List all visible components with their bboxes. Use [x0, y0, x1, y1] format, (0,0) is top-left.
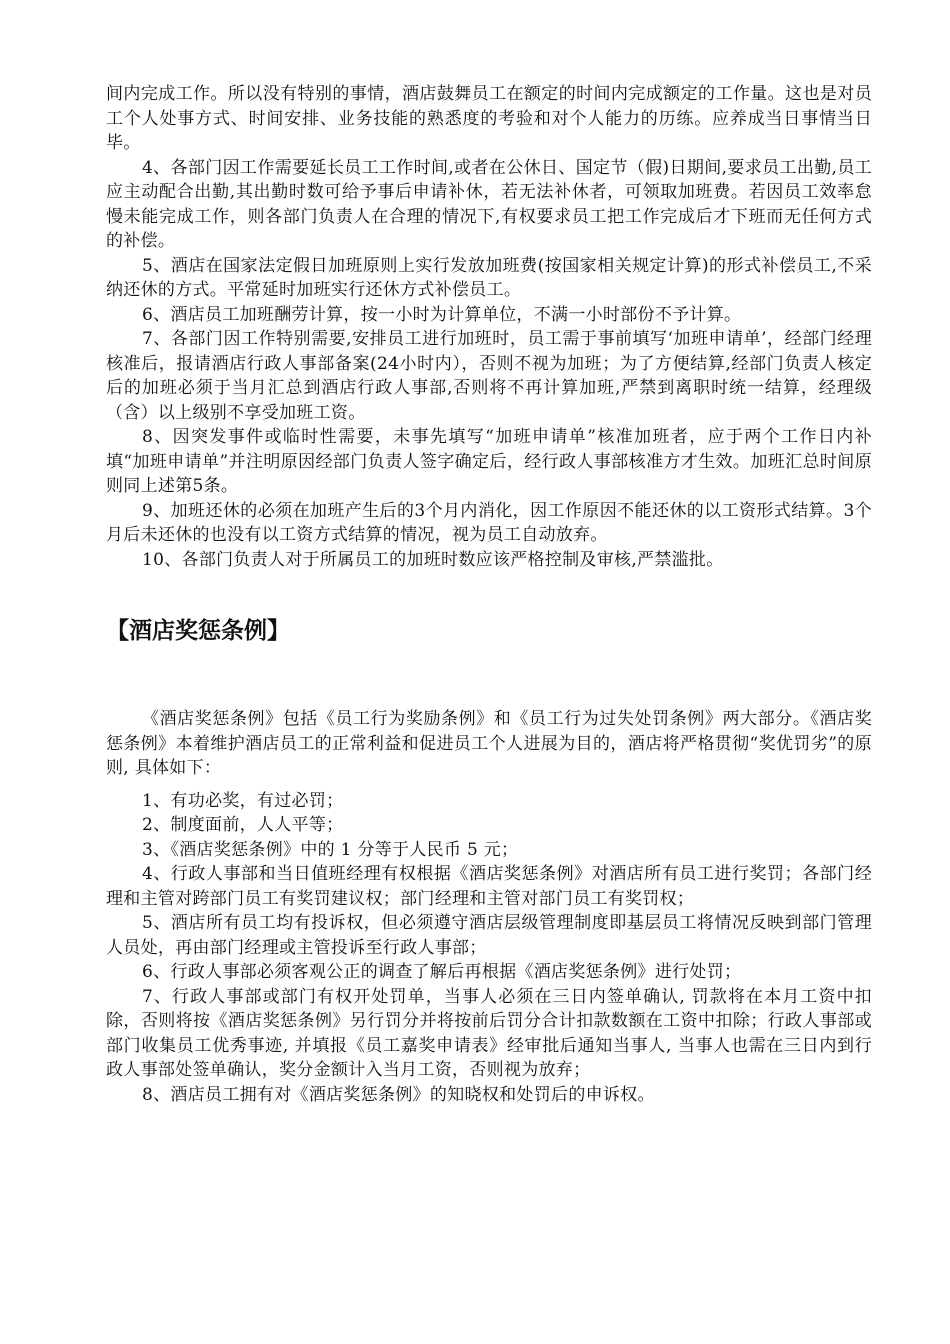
rewards-item: 6、行政人事部必须客观公正的调查了解后再根据《酒店奖惩条例》进行处罚； [142, 962, 742, 982]
overtime-lead-paragraph: 间内完成工作。所以没有特别的事情，酒店鼓舞员工在额定的时间内完成额定的工作量。这也是对员工个人处事方式、时间安排、业务技能的熟悉度的考验和对个人能力的历练。应养成当日事情当日毕。 [106, 84, 872, 153]
rewards-intro: 《酒店奖惩条例》包括《员工行为奖励条例》和《员工行为过失处罚条例》两大部分。《酒店奖惩条例》本着维护酒店员工的正常利益和促进员工个人进展为目的，酒店将严格贯彻“奖优罚劣”的原则, 具体如下： [106, 709, 872, 778]
rewards-section [106, 707, 872, 1107]
rewards-item: 1、有功必奖，有过必罚； [142, 790, 344, 811]
overtime-item: 7、各部门因工作特别需要,安排员工进行加班时，员工需于事前填写‘加班申请单’，经部门经理核准后，报请酒店行政人事部备案(24小时内），否则不视为加班；为了方便结算,经部门负责人核定后的加班必须于当月汇总到酒店行政人事部,否则将不再计算加班,严禁到离职时统一结算，经理级（含）以上级别不享受加班工资。 [106, 329, 872, 423]
section-heading: 【酒店奖惩条例】 [106, 618, 290, 644]
document-page [106, 82, 872, 1105]
overtime-item: 8、因突发事件或临时性需要，未事先填写“加班申请单”核准加班者，应于两个工作日内补填“加班申请单”并注明原因经部门负责人签字确定后，经行政人事部核准方才生效。加班汇总时间原则同上述第5条。 [106, 427, 872, 496]
overtime-item: 6、酒店员工加班酬劳计算，按一小时为计算单位，不满一小时部份不予计算。 [142, 304, 742, 325]
rewards-item: 5、酒店所有员工均有投诉权，但必须遵守酒店层级管理制度即基层员工将情况反映到部门管理人员处，再由部门经理或主管投诉至行政人事部； [106, 913, 872, 958]
rewards-item: 3、《酒店奖惩条例》中的 1 分等于人民币 5 元； [142, 839, 519, 860]
rewards-item: 8、酒店员工拥有对《酒店奖惩条例》的知晓权和处罚后的申诉权。 [142, 1084, 655, 1105]
overtime-item: 4、各部门因工作需要延长员工工作时间,或者在公休日、国定节（假)日期间,要求员工出勤,员工应主动配合出勤,其出勤时数可给予事后申请补休，若无法补休者，可领取加班费。若因员工效率怠慢未能完成工作，则各部门负责人在合理的情况下,有权要求员工把工作完成后才下班而无任何方式的补偿。 [106, 157, 872, 251]
rewards-item: 2、制度面前，人人平等； [142, 815, 344, 835]
overtime-section [106, 82, 872, 572]
rewards-item: 7、行政人事部或部门有权开处罚单，当事人必须在三日内签单确认, 罚款将在本月工资中扣除，否则将按《酒店奖惩条例》另行罚分并将按前后罚分合计扣款数额在工资中扣除；行政人事部或部门收集员工优秀事迹, 并填报《员工嘉奖申请表》经审批后通知当事人, 当事人也需在三日内到行政人事部处签单确认，奖分金额计入当月工资，否则视为放弃； [106, 986, 872, 1080]
overtime-item: 10、各部门负责人对于所属员工的加班时数应该严格控制及审核,严禁滥批。 [142, 549, 724, 570]
rewards-item: 4、行政人事部和当日值班经理有权根据《酒店奖惩条例》对酒店所有员工进行奖罚；各部门经理和主管对跨部门员工有奖罚建议权；部门经理和主管对部门员工有奖罚权； [106, 864, 872, 909]
overtime-item: 9、加班还休的必须在加班产生后的3个月内消化，因工作原因不能还休的以工资形式结算。3个月后未还休的也没有以工资方式结算的情况，视为员工自动放弃。 [106, 500, 872, 545]
overtime-item: 5、酒店在国家法定假日加班原则上实行发放加班费(按国家相关规定计算)的形式补偿员工,不采纳还休的方式。平常延时加班实行还休方式补偿员工。 [106, 255, 872, 300]
